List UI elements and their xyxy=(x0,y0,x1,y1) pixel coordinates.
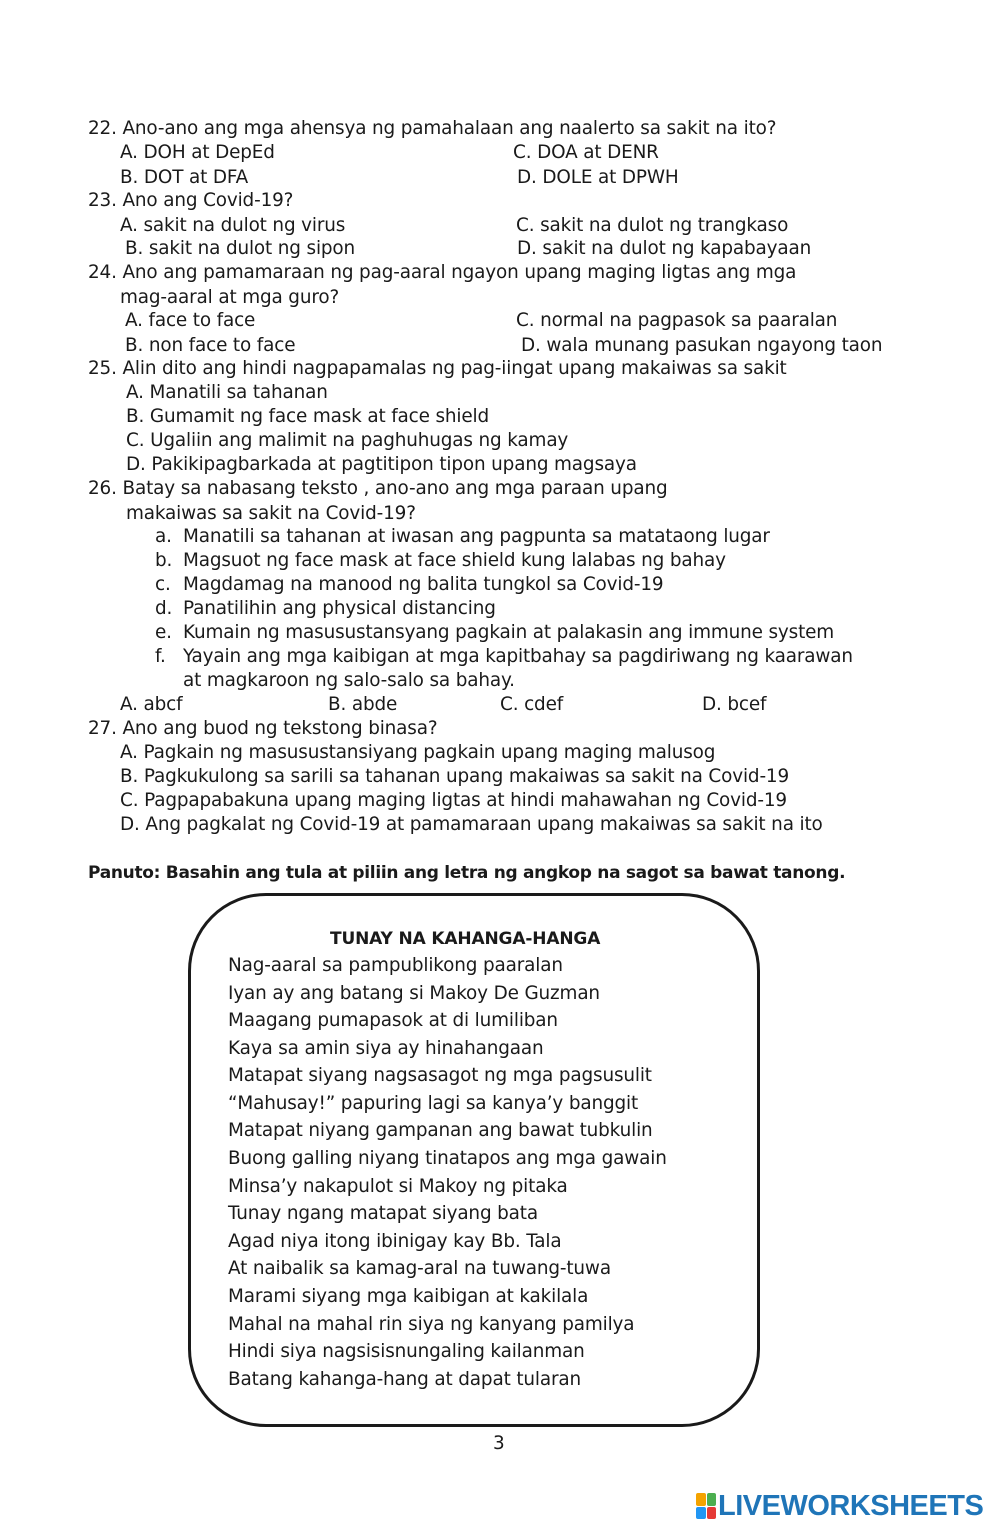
q27-option-c: C. Pagpapabakuna upang maging ligtas at hindi mahawahan ng Covid-19 xyxy=(120,790,787,811)
poem-line: Minsa’y nakapulot si Makoy ng pitaka xyxy=(228,1176,568,1197)
q22-option-a: A. DOH at DepEd xyxy=(120,142,275,163)
q25-option-b: B. Gumamit ng face mask at face shield xyxy=(126,406,490,427)
q25-option-c: C. Ugaliin ang malimit na paghuhugas ng kamay xyxy=(126,430,569,451)
q26-option-b: B. abde xyxy=(328,694,398,715)
q23-option-a: A. sakit na dulot ng virus xyxy=(120,215,346,236)
poem-line: Buong galling niyang tinatapos ang mga gawain xyxy=(228,1148,667,1169)
q26-stem-cont: makaiwas sa sakit na Covid-19? xyxy=(126,503,416,524)
q22-option-d: D. DOLE at DPWH xyxy=(517,167,679,188)
q26-item-letter: b. xyxy=(155,550,173,571)
liveworksheets-icon xyxy=(696,1493,716,1519)
poem-line: Matapat niyang gampanan ang bawat tubkulin xyxy=(228,1120,653,1141)
q22-option-b: B. DOT at DFA xyxy=(120,167,249,188)
poem-line: At naibalik sa kamag-aral na tuwang-tuwa xyxy=(228,1258,611,1279)
q26-item-letter: a. xyxy=(155,526,172,547)
brand-name: LIVEWORKSHEETS xyxy=(718,1489,984,1522)
q24-option-d: D. wala munang pasukan ngayong taon xyxy=(521,335,883,356)
poem-line: Agad niya itong ibinigay kay Bb. Tala xyxy=(228,1231,562,1252)
q23-option-c: C. sakit na dulot ng trangkaso xyxy=(516,215,789,236)
poem-line: Marami siyang mga kaibigan at kakilala xyxy=(228,1286,589,1307)
q25-option-d: D. Pakikipagbarkada at pagtitipon tipon upang magsaya xyxy=(126,454,637,475)
instruction: Panuto: Basahin ang tula at piliin ang letra ng angkop na sagot sa bawat tanong. xyxy=(88,863,846,883)
q27-stem: 27. Ano ang buod ng tekstong binasa? xyxy=(88,718,438,739)
poem-line: Iyan ay ang batang si Makoy De Guzman xyxy=(228,983,600,1004)
poem-line: Batang kahanga-hang at dapat tularan xyxy=(228,1369,582,1390)
q25-stem: 25. Alin dito ang hindi nagpapamalas ng pag-iingat upang makaiwas sa sakit xyxy=(88,358,787,379)
logo-square-icon xyxy=(707,1507,717,1520)
q27-option-d: D. Ang pagkalat ng Covid-19 at pamamaraan upang makaiwas sa sakit na ito xyxy=(120,814,823,835)
page-number: 3 xyxy=(493,1433,505,1454)
q27-option-a: A. Pagkain ng masusustansiyang pagkain upang maging malusog xyxy=(120,742,716,763)
q26-item-letter: c. xyxy=(155,574,171,595)
q27-option-b: B. Pagkukulong sa sarili sa tahanan upang makaiwas sa sakit na Covid-19 xyxy=(120,766,790,787)
poem-line: Nag-aaral sa pampublikong paaralan xyxy=(228,955,563,976)
q26-item-text: Magsuot ng face mask at face shield kung lalabas ng bahay xyxy=(183,550,726,571)
q24-option-b: B. non face to face xyxy=(125,335,296,356)
q26-item-text-cont: at magkaroon ng salo-salo sa bahay. xyxy=(183,670,515,691)
poem-line: Kaya sa amin siya ay hinahangaan xyxy=(228,1038,544,1059)
q22-stem: 22. Ano-ano ang mga ahensya ng pamahalaan ang naalerto sa sakit na ito? xyxy=(88,118,777,139)
q23-stem: 23. Ano ang Covid-19? xyxy=(88,190,294,211)
q24-stem: 24. Ano ang pamamaraan ng pag-aaral ngayon upang maging ligtas ang mga xyxy=(88,262,797,283)
poem-line: Tunay ngang matapat siyang bata xyxy=(228,1203,538,1224)
q25-option-a: A. Manatili sa tahanan xyxy=(126,382,328,403)
q24-option-c: C. normal na pagpasok sa paaralan xyxy=(516,310,838,331)
q26-stem: 26. Batay sa nabasang teksto , ano-ano ang mga paraan upang xyxy=(88,478,668,499)
poem-line: Matapat siyang nagsasagot ng mga pagsusulit xyxy=(228,1065,652,1086)
logo-square-icon xyxy=(707,1493,717,1506)
q26-item-text: Panatilihin ang physical distancing xyxy=(183,598,496,619)
q26-item-letter: f. xyxy=(155,646,166,667)
liveworksheets-logo xyxy=(696,1490,983,1522)
poem-title: TUNAY NA KAHANGA-HANGA xyxy=(330,929,601,949)
q26-item-text: Yayain ang mga kaibigan at mga kapitbahay sa pagdiriwang ng kaarawan xyxy=(183,646,853,667)
q26-item-letter: e. xyxy=(155,622,172,643)
poem-line: Maagang pumapasok at di lumiliban xyxy=(228,1010,558,1031)
q26-option-c: C. cdef xyxy=(500,694,564,715)
poem-line: “Mahusay!” papuring lagi sa kanya’y banggit xyxy=(228,1093,639,1114)
poem-line: Hindi siya nagsisisnungaling kailanman xyxy=(228,1341,585,1362)
q26-item-text: Manatili sa tahanan at iwasan ang pagpunta sa matataong lugar xyxy=(183,526,770,547)
q26-option-a: A. abcf xyxy=(120,694,183,715)
q24-stem-cont: mag-aaral at mga guro? xyxy=(120,287,340,308)
logo-square-icon xyxy=(696,1493,706,1506)
q23-option-d: D. sakit na dulot ng kapabayaan xyxy=(517,238,812,259)
q22-option-c: C. DOA at DENR xyxy=(513,142,659,163)
q23-option-b: B. sakit na dulot ng sipon xyxy=(125,238,356,259)
q26-item-text: Kumain ng masusustansyang pagkain at palakasin ang immune system xyxy=(183,622,835,643)
q24-option-a: A. face to face xyxy=(125,310,256,331)
q26-item-letter: d. xyxy=(155,598,173,619)
q26-option-d: D. bcef xyxy=(702,694,767,715)
poem-line: Mahal na mahal rin siya ng kanyang pamilya xyxy=(228,1314,635,1335)
logo-square-icon xyxy=(696,1507,706,1520)
q26-item-text: Magdamag na manood ng balita tungkol sa Covid-19 xyxy=(183,574,664,595)
